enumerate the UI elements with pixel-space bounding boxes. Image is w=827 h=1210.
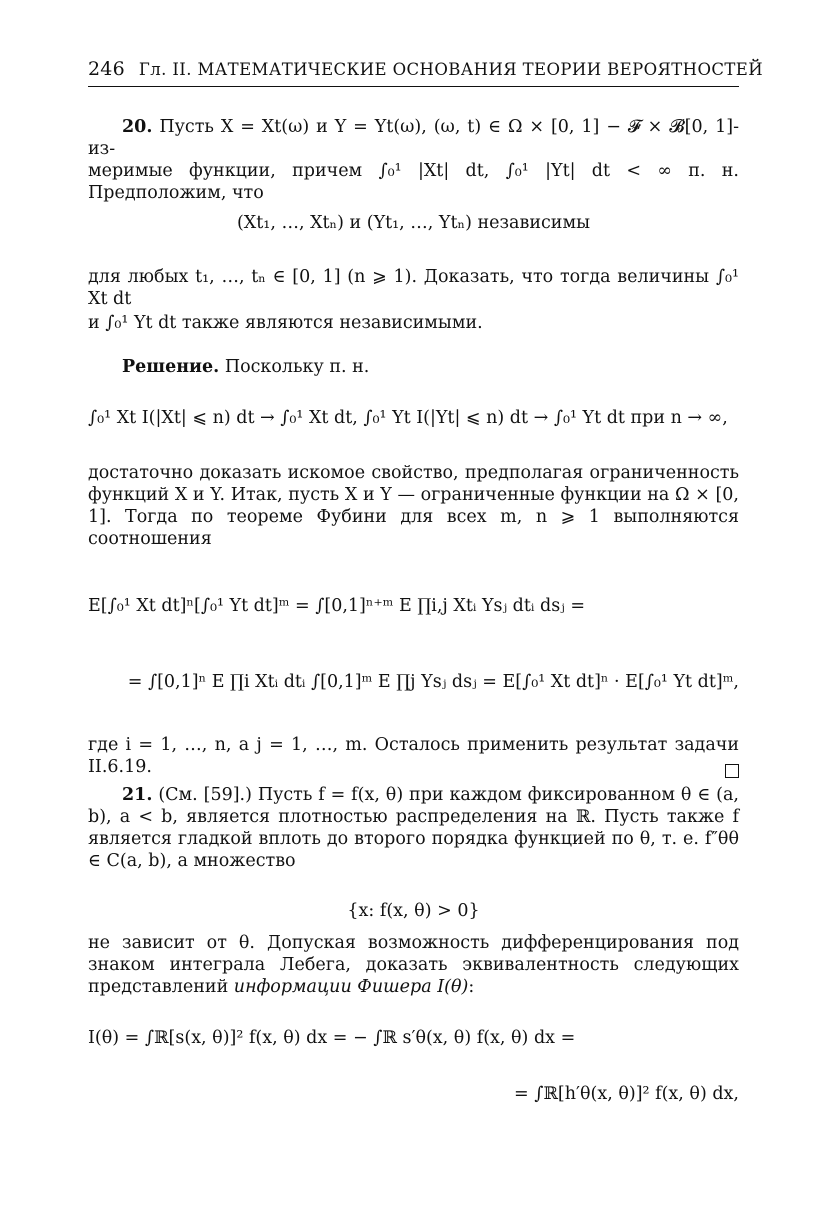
problem-20-independence: (Xt₁, …, Xtₙ) и (Yt₁, …, Ytₙ) независимы	[236, 213, 590, 233]
problem-21-text-2: не зависит от θ. Допуская возможность дифференцирования под знаком интеграла Лебега, доказать эквивалентность следующих представлений	[88, 933, 739, 997]
solution-closing: где i = 1, …, n, а j = 1, …, m. Осталось применить результат задачи II.6.19.	[88, 735, 739, 777]
problem-20-line-3: для любых t₁, …, tₙ ∈ [0, 1] (n ⩾ 1). Доказать, что тогда величины ∫₀¹ Xt dt	[88, 267, 739, 309]
problem-20-line-2: меримые функции, причем ∫₀¹ |Xt| dt, ∫₀¹ |Yt| dt < ∞ п. н. Предположим, что	[88, 161, 739, 203]
equation-1: E[∫₀¹ Xt dt]ⁿ[∫₀¹ Yt dt]ᵐ = ∫[0,1]ⁿ⁺ᵐ E ∏i,j Xtᵢ Ysⱼ dtᵢ dsⱼ =	[88, 596, 586, 616]
solution-intro	[88, 356, 739, 378]
running-header	[88, 58, 764, 87]
solution-label: Решение.	[122, 357, 220, 377]
qed-square-icon	[725, 764, 739, 778]
support-set: {x: f(x, θ) > 0}	[347, 901, 480, 921]
limit-formula: ∫₀¹ Xt I(|Xt| ⩽ n) dt → ∫₀¹ Xt dt, ∫₀¹ Yt I(|Yt| ⩽ n) dt → ∫₀¹ Yt dt при n → ∞,	[88, 408, 728, 428]
problem-21-continuation	[88, 932, 739, 998]
problem-20-number: 20.	[122, 117, 153, 137]
problem-20-line-4: и ∫₀¹ Yt dt также являются независимыми.	[88, 313, 483, 333]
page-number: 246	[88, 58, 125, 80]
equation-4: = ∫ℝ[h′θ(x, θ)]² f(x, θ) dx,	[514, 1084, 739, 1104]
equation-3: I(θ) = ∫ℝ[s(x, θ)]² f(x, θ) dx = − ∫ℝ s′θ(x, θ) f(x, θ) dx =	[88, 1028, 576, 1048]
fisher-information-term: информации Фишера I(θ)	[233, 977, 469, 997]
problem-21-text: (См. [59].) Пусть f = f(x, θ) при каждом фиксированном θ ∈ (a, b), a < b, является плотностью распределения на ℝ. Пусть также f является гладкой вплоть до второго порядка функцией по θ, т. е. f″θθ ∈ C(a, b), а множество	[88, 785, 739, 871]
equation-2: = ∫[0,1]ⁿ E ∏i Xtᵢ dtᵢ ∫[0,1]ᵐ E ∏j Ysⱼ dsⱼ = E[∫₀¹ Xt dt]ⁿ · E[∫₀¹ Yt dt]ᵐ,	[127, 672, 739, 692]
solution-intro-text: Поскольку п. н.	[224, 357, 370, 377]
problem-21-statement	[88, 784, 739, 872]
page	[88, 58, 764, 1104]
chapter-title: Гл. II. МАТЕМАТИЧЕСКИЕ ОСНОВАНИЯ ТЕОРИИ ВЕРОЯТНОСТЕЙ	[138, 60, 764, 79]
problem-20-line-1	[88, 116, 739, 160]
problem-21-text-2-end: :	[468, 977, 475, 997]
solution-paragraph: достаточно доказать искомое свойство, предполагая ограниченность функций X и Y. Итак, пусть X и Y — ограниченные функции на Ω × [0, 1]. Тогда по теореме Фубини для всех m, n ⩾ 1 выполняются соотношения	[88, 463, 739, 549]
problem-21-number: 21.	[122, 785, 153, 805]
problem-20-statement-1: Пусть X = Xt(ω) и Y = Yt(ω), (ω, t) ∈ Ω × [0, 1] − 𝓕 × 𝓑[0, 1]-из-	[88, 117, 739, 159]
